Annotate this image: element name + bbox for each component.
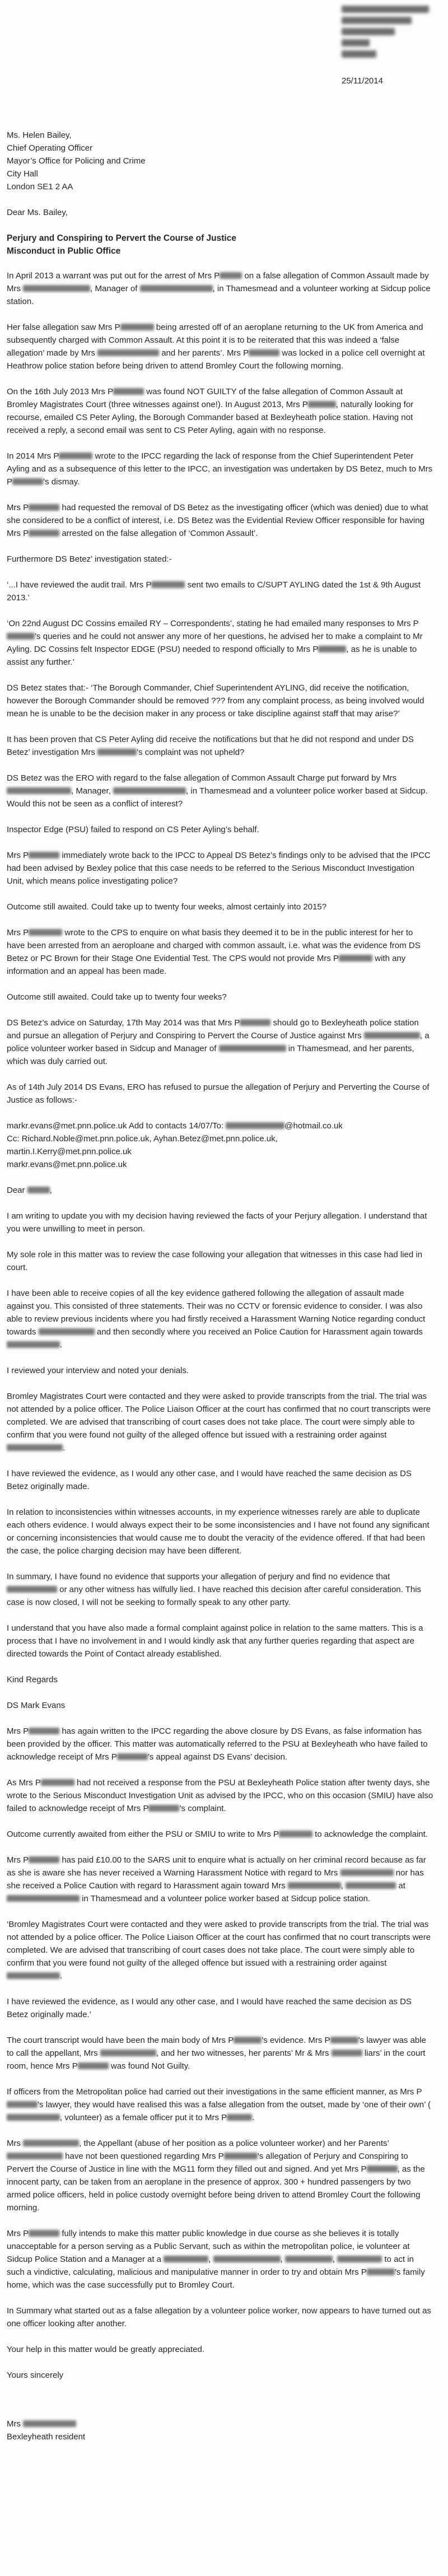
paragraph: Her false allegation saw Mrs P being arrested off of an aeroplane returning to the UK from America and subsequently charged with Common Assault. At this point it is to be reiterated that this was indeed a ‘false allegation’ made by Mrs and her parents’. Mrs P was locked in a police cell overnight at Heathrow police station before being driven to attend Bromley Court the following morning. [7,323,425,371]
paragraph: In relation to inconsistencies within witnesses accounts, in my experience witnesses rarely are able to duplicate each others evidence. I would always expect their to be some inconsistencies and I have not found any significant or concerning inconsistencies that would cause me to doubt the veracity of the evidence offered. If that had been the case, the police charging decision may have been different. [7,1508,430,1556]
paragraph: DS Betez’s advice on Saturday, 17th May 2014 was that Mrs P should go to Bexleyheath police station and pursue an allegation of Perjury and Conspiring to Pervert the Course of Justice against Mrs , a police volunteer worker based in Sidcup and Manager of in Thamesmead, and her parents, which was duly carried out. [7,1018,430,1066]
redacted-text [224,2153,258,2159]
redacted-text [7,1444,63,1451]
paragraph: I reviewed your interview and noted your denials. [7,1366,189,1375]
email-header-block: markr.evans@met.pnn.police.uk Add to contacts 14/07/To: @hotmail.co.uk Cc: Richard.Noble@met.pnn.police.uk, Ayhan.Betez@met.pnn.police.uk, martin.I.Kerry@met.pnn.police.uk markr.evans@met.pnn.police.uk [7,1121,343,1169]
paragraph: Inspector Edge (PSU) failed to respond on CS Peter Ayling’s behalf. [7,825,259,834]
paragraph: My sole role in this matter was to review the case following your allegation that witnesses in this case had lied in court. [7,1250,423,1272]
paragraph: ‘On 22nd August DC Cossins emailed RY – Correspondents’, stating he had emailed many responses to Mrs P’s queries and he could not answer any more of her questions, he advised her to make a complaint to Mr Ayling. DC Cossins felt Inspector EDGE (PSU) needed to respond officially to Mrs P , as he is unable to assist any further.’ [7,619,423,667]
paragraph: I am writing to update you with my decision having reviewed the facts of your Perjury allegation. I understand that you were unwilling to meet in person. [7,1211,427,1234]
paragraph: Mrs P wrote to the CPS to enquire on what basis they deemed it to be in the public interest for her to have been arrested from an aeroploane and charged with common assault, i.e. what was the evidence from DS Betez or PC Brown for their Stage One Evidential Test. The CPS would not provide Mrs P with any information and an appeal has been made. [7,928,421,976]
redacted-text [148,1805,179,1812]
paragraph: In Summary what started out as a false allegation by a volunteer police worker, now appears to have turned out as one officer looking after another. [7,2306,431,2328]
redacted-text [7,787,71,794]
signature-block [7,2418,433,2443]
paragraph: ‘Bromley Magistrates Court were contacted and they were asked to provide transcripts from the trial. The trial was not attended by a police officer. The Police Liaison Officer at the court has confirmed that no court transcripts were completed. We are advised that transcribing of court cases does not take place. The court were simply able to confirm that you were found not guilty of the alleged offence but issued with a restraining order against . [7,1920,431,1981]
redacted-text [367,2166,398,2172]
redacted-address-line [342,50,376,58]
redacted-text [23,285,90,292]
signature-name [7,2418,433,2430]
redacted-text [226,1122,284,1129]
signature-name-redaction [23,2420,76,2427]
paragraph: Kind Regards [7,1675,58,1684]
recipient-line: London SE1 2 AA [7,182,73,192]
redacted-text [29,530,59,536]
paragraph: Outcome still awaited. Could take up to twenty four weeks? [7,992,227,1002]
sender-column [342,6,433,87]
recipient-line: Ms. Helen Bailey, [7,130,72,140]
paragraph: On the 16th July 2013 Mrs P was found NOT GUILTY of the false allegation of Common Assault at Bromley Magistrates Court (three witnesses against one!). In August 2013, Mrs P , naturally looking for recourse, emailed CS Peter Ayling, the Borough Commander based at Bexleyheath police station. Having not received a reply, a second email was sent to CS Peter Ayling, again with no response. [7,387,414,435]
redacted-text [308,401,336,408]
paragraph: It has been proven that CS Peter Ayling did receive the notifications but that he did not respond and under DS Betez’ investigation Mrs ’s complaint was not upheld? [7,735,414,757]
redacted-text [7,1586,57,1593]
paragraph: DS Betez was the ERO with regard to the false allegation of Common Assault Charge put forward by Mrs , Manager, , in Thamesmead and a volunteer police worker based at Sidcup. Would this not be seen as a conflict of interest? [7,773,428,809]
redacted-text [41,1779,74,1786]
redacted-text [164,2256,208,2262]
redacted-text [59,452,92,459]
redacted-text [29,1856,59,1863]
paragraph: Mrs P has paid £10.00 to the SARS unit to enquire what is actually on her criminal record because as far as she is aware she has never received a Warning Harassment Notice with regard to Mrs nor has she received a Police Caution with regard to Harassment again toward Mrs , at in Thamesmead and a volunteer police worker based at Sidcup police station. [7,1855,426,1903]
paragraph: I have reviewed the evidence, as I would any other case, and I would have reached the same decision as DS Betez originally made.’ [7,1997,412,2019]
paragraph: As of 14th July 2014 DS Evans, ERO has refused to pursue the allegation of Perjury and Perverting the Course of Justice as follows:- [7,1082,430,1105]
redacted-text [29,852,59,858]
paragraph: In April 2013 a warrant was put out for the arrest of Mrs P on a false allegation of Common Assault made by Mrs , Manager of , in Thamesmead and a volunteer working at Sidcup police station. [7,271,431,306]
redacted-text [367,2269,395,2275]
signature-name-prefix: Mrs [7,2419,24,2429]
redacted-text [7,2114,60,2121]
redacted-text [330,2037,358,2043]
redacted-text [240,1019,270,1026]
redacted-text [227,2114,252,2121]
letter-body [7,269,433,2382]
redacted-text [234,2037,262,2043]
redacted-text [23,2140,79,2146]
redacted-text [220,272,242,279]
redacted-text [318,646,346,652]
redacted-text [7,1895,80,1902]
redacted-text [7,1341,60,1348]
salutation: Dear Ms. Bailey, [7,208,68,217]
paragraph: ‘...I have reviewed the audit trail. Mrs P sent two emails to C/SUPT AYLING dated the 1st & 9th August 2013.’ [7,580,421,603]
recipient-line: City Hall [7,169,38,179]
redacted-text [288,1882,341,1889]
redacted-text [332,2050,362,2056]
redacted-text [120,324,154,330]
signature-descriptor: Bexleyheath resident [7,2432,86,2442]
redacted-text [78,2062,109,2069]
paragraph: Mrs P immediately wrote back to the IPCC to Appeal DS Betez’s findings only to be advised that the IPCC had been advised by Bexley police that this case needs to be referred to the Serious Misconduct Investigation Unit, which means police investigating police? [7,851,431,886]
redacted-text [100,2050,156,2056]
paragraph: Yours sincerely [7,2370,64,2380]
paragraph: DS Mark Evans [7,1701,66,1710]
recipient-line: Mayor’s Office for Policing and Crime [7,156,146,166]
redacted-text [7,2101,38,2108]
paragraph: Outcome still awaited. Could take up to twenty four weeks, almost certainly into 2015? [7,902,327,912]
redacted-text [7,633,35,640]
paragraph: Mrs , the Appellant (abuse of her position as a police volunteer worker) and her Parents’ have not been questioned regarding Mrs P ’s allegation of Perjury and Conspiring to Pervert the Course of Justice in line with the MG11 form they filled out and signed. And yet Mrs P , as the innocent party, can be taken from an aeroplane in the presence of approx. 300 + hundred passengers by two armed police officers, held in police custody overnight before being driven to attend Bromley Court the following morning. [7,2139,425,2213]
letter-date: 25/11/2014 [342,76,383,86]
subject-line-2: Misconduct in Public Office [7,246,121,256]
subject-block [7,232,433,258]
redacted-text [97,349,159,356]
redacted-text [29,2230,59,2237]
redacted-text [249,349,279,356]
subject-line-1: Perjury and Conspiring to Pervert the Course of Justice [7,234,236,243]
paragraph: As Mrs P had not received a response from the PSU at Bexleyheath Police station after twenty days, she wrote to the Serious Misconduct Investigation Unit as advised by the IPCC, who on this occasion (SMIU) have also failed to acknowledge receipt of Mrs P ’s complaint. [7,1778,433,1813]
redacted-text [113,388,144,395]
paragraph: In summary, I have found no evidence that supports your allegation of perjury and find no evidence that or any other witness has wilfully lied. I have reached this decision after careful consideration. This case is now closed, I will not be seeking to formally speak to any other party. [7,1572,422,1607]
redacted-text [7,1972,60,1979]
redacted-text [12,478,43,485]
redacted-text [27,1187,50,1193]
redacted-text [97,749,137,755]
paragraph: I have been able to receive copies of all the key evidence gathered following the allegation of assault made against you. This consisted of three statements. Their was no CCTV or forensic evidence to consider. I was also able to review previous incidents where you had firstly received a Harassment Warning Notice regarding conduct towards and then secondly where you received an Police Caution for Harassment again towards . [7,1289,426,1350]
redacted-address-line [342,17,412,24]
redacted-text [29,1728,59,1734]
redacted-text [346,1882,396,1889]
paragraph: I have reviewed the evidence, as I would any other case, and I would have reached the same decision as DS Betez originally made. [7,1469,412,1491]
paragraph: Furthermore DS Betez’ investigation stated:- [7,554,172,564]
redacted-text [279,1831,312,1837]
redacted-text [117,1753,148,1760]
redacted-address-line [342,6,429,13]
recipient-line: Chief Operating Officer [7,143,93,153]
redacted-text [29,504,59,511]
redacted-address-line [342,39,370,46]
redacted-text [339,955,372,962]
redacted-text [219,1045,286,1052]
redacted-text [337,2256,382,2262]
paragraph: The court transcript would have been the main body of Mrs P ’s evidence. Mrs P ’s lawyer was able to call the appellant, Mrs , and her two witnesses, her parents’ Mr & Mrs liars’ in the court room, hence Mrs P was found Not Guilty. [7,2036,426,2071]
redacted-text [7,2153,63,2159]
paragraph: I understand that you have also made a formal complaint against police in relation to the same matters. This is a process that I have no involvement in and I would kindly ask that any further queries regarding that aspect are directed towards the Point of Contact already established. [7,1623,423,1659]
redacted-text [340,1869,394,1876]
paragraph: Mrs P had requested the removal of DS Betez as the investigating officer (which was denied) due to what she considered to be a conflict of interest, i.e. DS Betez was the Evidential Review Officer responsible for having Mrs P arrested on the false allegation of ‘Common Assault’. [7,503,428,538]
redacted-text [113,787,186,794]
redacted-text [213,2256,281,2262]
paragraph: If officers from the Metropolitan police had carried out their investigations in the same efficient manner, as Mrs P’s lawyer, they would have realised this was a false allegation from the outset, made by ‘one of their own’ (, volunteer) as a female officer put it to Mrs P . [7,2087,431,2122]
recipient-block [7,129,433,193]
paragraph: Bromley Magistrates Court were contacted and they were asked to provide transcripts from the trial. The trial was not attended by a police officer. The Police Liaison Officer at the court has confirmed that no court transcripts were completed. We are advised that transcribing of court cases does not take place. The court were simply able to confirm that you were found not guilty of the alleged offence but issued with a restraining order against . [7,1392,431,1453]
redacted-text [151,581,185,588]
paragraph: Mrs P fully intends to make this matter public knowledge in due course as she believes it is totally unacceptable for a person serving as a Public Servant, such as within the metropolitan police, ie volunteer at Sidcup Police Station and a Manager at a , , , to act in such a vindictive, calculating, malicious and manipulative manner in order to try and obtain Mrs P ’s family home, which was the case successfully put to Bromley Court. [7,2229,425,2290]
paragraph: Mrs P has again written to the IPCC regarding the above closure by DS Evans, as false information has been provided by the officer. This matter was automatically referred to the PSU at Bexleyheath who have failed to acknowledge receipt of Mrs P ’s appeal against DS Evans’ decision. [7,1726,428,1762]
paragraph: Outcome currently awaited from either the PSU or SMIU to write to Mrs P to acknowledge the complaint. [7,1830,428,1839]
paragraph: Dear , [7,1186,52,1195]
paragraph: Your help in this matter would be greatly appreciated. [7,2345,204,2354]
redacted-text [29,929,62,936]
redacted-text [39,1328,95,1335]
redacted-text [285,2256,333,2262]
paragraph: In 2014 Mrs P wrote to the IPCC regarding the lack of response from the Chief Superintendent Peter Ayling and as a subsequence of this letter to the IPCC, an investigation was undertaken by DS Betez, much to Mrs P ’s dismay. [7,451,433,487]
redacted-text [364,1032,420,1039]
redacted-address-line [342,28,395,35]
paragraph: DS Betez states that:- ‘The Borough Commander, Chief Superintendent AYLING, did receive the notification, however the Borough Commander should be removed ??? from any complaint process, as being involved would mean he is unable to be the decision maker in any process or take discipline against staff that may arise?’ [7,683,424,718]
redacted-text [140,285,213,292]
sender-address-block [342,6,433,58]
